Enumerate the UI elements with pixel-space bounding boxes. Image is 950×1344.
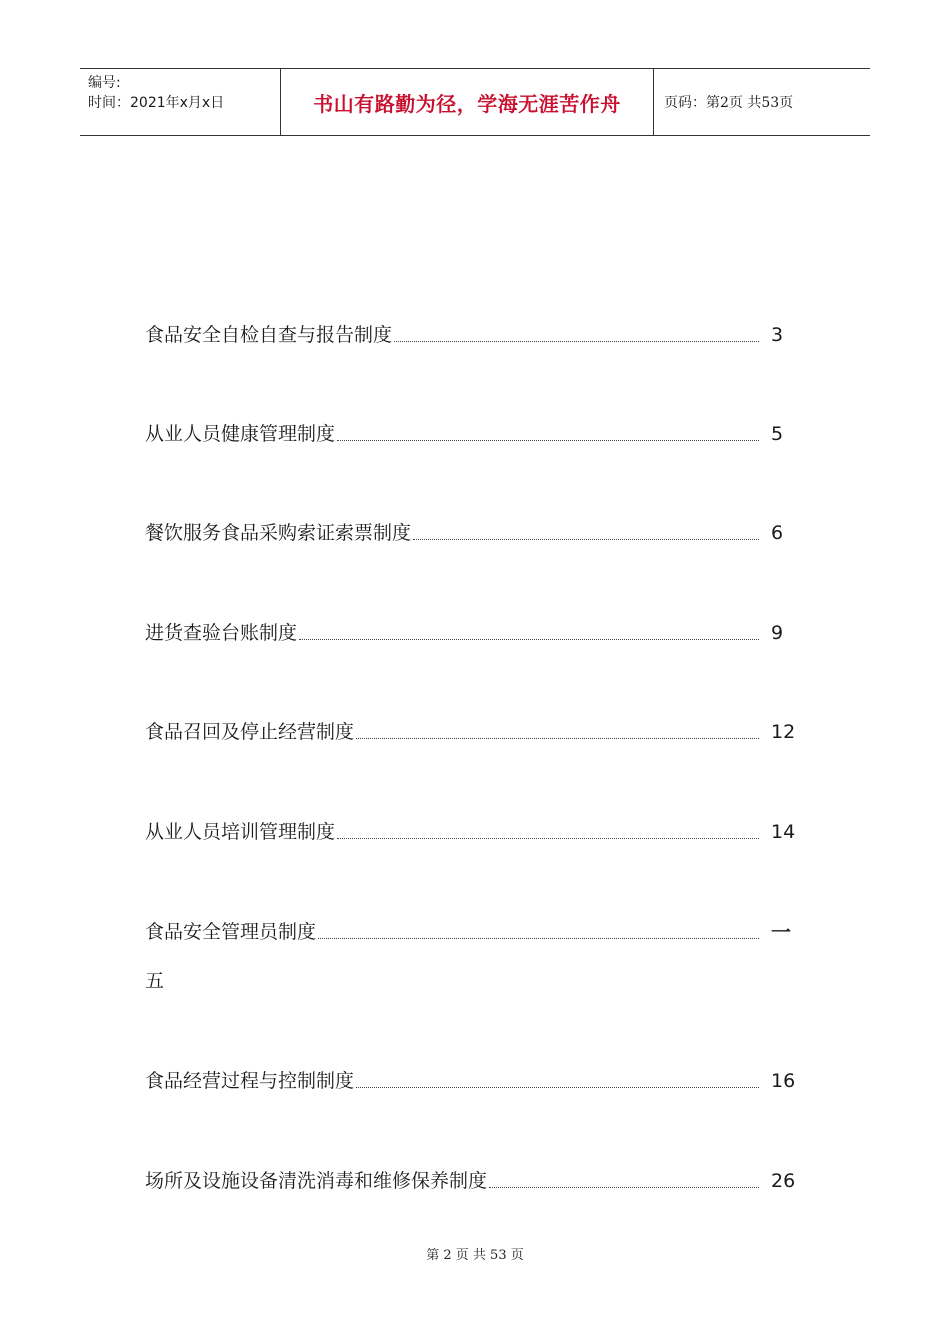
- toc-leader-dots: [318, 937, 759, 939]
- toc-entry-title: 食品安全自检自查与报告制度: [145, 324, 393, 346]
- document-number-label: 编号:: [88, 75, 121, 91]
- toc-leader-dots: [299, 638, 759, 640]
- toc-entry-page: 14: [771, 821, 796, 843]
- toc-entry[interactable]: [145, 417, 805, 447]
- header-meta: [80, 69, 281, 135]
- toc-entry-page: 16: [771, 1070, 796, 1092]
- toc-entry[interactable]: [145, 318, 805, 348]
- toc-entry-page: 3: [771, 324, 784, 346]
- toc-entry-page-continuation: 五: [145, 970, 165, 992]
- toc-entry[interactable]: [145, 516, 805, 546]
- header-page-info: 页码：第2页 共53页: [664, 95, 794, 111]
- toc-leader-dots: [489, 1186, 759, 1188]
- toc-entry-title: 食品召回及停止经营制度: [145, 721, 355, 743]
- toc-entry-page: 6: [771, 522, 784, 544]
- document-time-label: 时间：2021年x月x日: [88, 95, 225, 111]
- toc-entry-title: 场所及设施设备清洗消毒和维修保养制度: [145, 1170, 488, 1192]
- toc-leader-dots: [337, 837, 759, 839]
- toc-entry-title: 食品安全管理员制度: [145, 921, 317, 943]
- toc-entry[interactable]: [145, 1064, 805, 1094]
- header-motto: 书山有路勤为径，学海无涯苦作舟: [281, 69, 654, 135]
- toc-entry-title: 食品经营过程与控制制度: [145, 1070, 355, 1092]
- toc-entry[interactable]: [145, 915, 805, 945]
- toc-entry-page: 5: [771, 423, 784, 445]
- toc-entry-page: 12: [771, 721, 796, 743]
- toc-leader-dots: [394, 340, 759, 342]
- toc-entry-page: 一: [771, 920, 791, 944]
- toc-leader-dots: [356, 737, 759, 739]
- toc-entry[interactable]: [145, 815, 805, 845]
- toc-entry-title: 从业人员培训管理制度: [145, 821, 336, 843]
- page-footer: 第 2 页 共 53 页: [426, 1248, 524, 1263]
- toc-entry-title: 餐饮服务食品采购索证索票制度: [145, 522, 412, 544]
- toc-entry-page: 9: [771, 622, 784, 644]
- toc-entry-page: 26: [771, 1170, 796, 1192]
- toc-entry[interactable]: [145, 616, 805, 646]
- toc-leader-dots: [337, 439, 759, 441]
- toc-entry[interactable]: [145, 1164, 805, 1194]
- toc-entry-title: 进货查验台账制度: [145, 622, 298, 644]
- toc-leader-dots: [413, 538, 759, 540]
- toc-entry[interactable]: [145, 715, 805, 745]
- toc-leader-dots: [356, 1086, 759, 1088]
- toc-entry-title: 从业人员健康管理制度: [145, 423, 336, 445]
- page-header: [80, 68, 870, 136]
